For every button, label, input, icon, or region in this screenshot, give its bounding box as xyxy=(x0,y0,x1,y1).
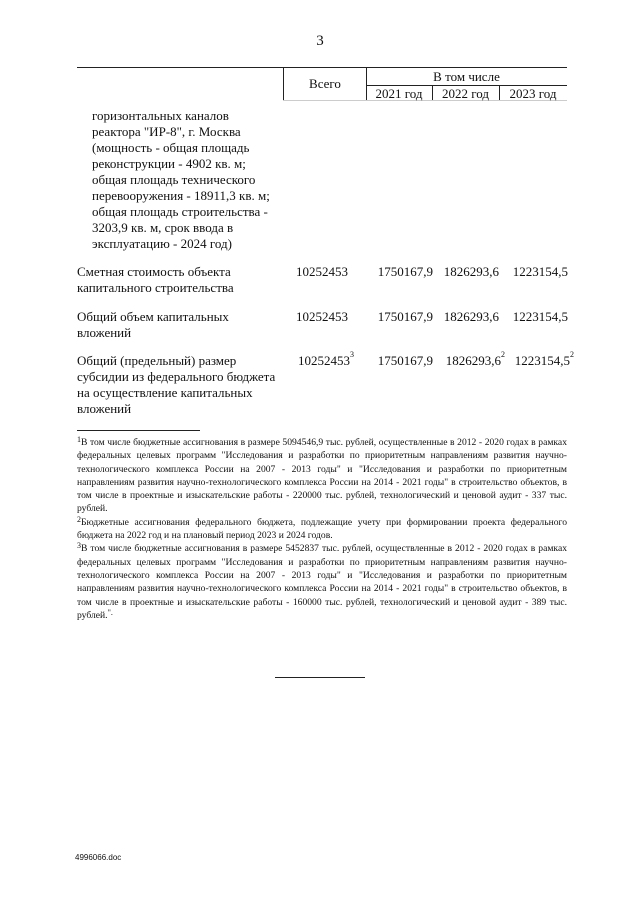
row-label xyxy=(77,309,229,341)
document-filename: 4996066.doc xyxy=(75,853,122,862)
text-line: субсидии из федерального бюджета xyxy=(77,369,276,384)
header-total: Всего xyxy=(309,76,341,91)
cell-2023: 1223154,5$^2$ xyxy=(514,350,574,368)
header-year-2023: 2023 год xyxy=(509,86,557,101)
text-line: реактора "ИР-8", г. Москва xyxy=(92,124,241,139)
text-line: Общий (предельный) размер xyxy=(77,353,237,368)
footnote-mark: 1 xyxy=(77,435,81,444)
cell-2021: 1750167,9 xyxy=(377,353,433,368)
text-line: на осуществление капитальных xyxy=(77,385,253,400)
text-line: Общий объем капитальных xyxy=(77,309,229,324)
footnote: $^2$Бюджетные ассигнования федерального бюджета, подлежащие учету при формировании проекта федерального бюджета на 2022 год и на плановый период 2023 и 2024 годов. xyxy=(77,514,567,542)
text-line: реконструкции - 4902 кв. м; xyxy=(92,156,246,171)
page-number: 3 xyxy=(316,33,324,49)
row-label xyxy=(77,353,275,417)
text-line: вложений xyxy=(77,325,132,340)
row-label xyxy=(77,264,234,296)
text-line: горизонтальных каналов xyxy=(92,108,229,123)
cell-2023: 1223154,5 xyxy=(512,309,568,324)
text-line: общая площадь строительства - xyxy=(92,204,268,219)
header-including: В том числе xyxy=(433,69,500,84)
end-rule xyxy=(275,677,365,678)
footnote-ref: 2 xyxy=(570,350,574,359)
header-year-2022: 2022 год xyxy=(442,86,489,101)
cell-total: 10252453$^3$ xyxy=(298,350,354,368)
footnote: $^3$В том числе бюджетные ассигнования в размере 5452837 тыс. рублей, осуществленные в 2012 - 2020 годах в рамках федеральных целевых программ "Исследования и разработки по приоритетным направлениям развития научно-технологического комплекса России на 2007 - 2013 годы" и "Исследования и разработки по приоритетным направлениям развития научно-технологического комплекса России на 2014 - 2021 годы" в строительство объектов, в том числе в проектные и изыскательские работы - 160000 тыс. рублей, технологический и ценовой аудит - 389 тыс. рублей.". xyxy=(77,541,567,621)
cell-total: 10252453 xyxy=(296,309,348,324)
footnotes xyxy=(77,436,567,622)
text-line: Сметная стоимость объекта xyxy=(77,264,231,279)
footnote-mark: 2 xyxy=(77,514,81,524)
text-line: капитального строительства xyxy=(77,280,234,295)
footnote-mark: 3 xyxy=(77,541,81,551)
text-line: вложений xyxy=(77,401,132,416)
footnote-ref: 3 xyxy=(350,350,354,359)
footnote-ref: 2 xyxy=(501,350,505,359)
cell-2022: 1826293,6 xyxy=(443,264,499,279)
text-line: общая площадь технического xyxy=(92,172,256,187)
footnote: $^1$В том числе бюджетные ассигнования в размере 5094546,9 тыс. рублей, осуществленные в 2012 - 2020 годах в рамках федеральных целевых программ "Исследования и разработки по приоритетным направлениям развития научно-технологического комплекса России на 2007 - 2013 годы" и "Исследования и разработки по приоритетным направлениям развития научно-технологического комплекса России на 2014 - 2021 годы" в строительство объектов, в том числе в проектные и изыскательские работы - 220000 тыс. рублей, технологический и ценовой аудит - 337 тыс. рублей. xyxy=(77,435,567,515)
cell-2021: 1750167,9 xyxy=(377,309,433,324)
footnote-separator xyxy=(77,430,200,431)
header-top-rule xyxy=(77,67,567,68)
text-line: эксплуатацию - 2024 год) xyxy=(92,236,232,251)
closing-quote: ". xyxy=(107,607,113,617)
cell-2021: 1750167,9 xyxy=(377,264,433,279)
cell-2023: 1223154,5 xyxy=(512,264,568,279)
text-line: перевооружения - 18911,3 кв. м; xyxy=(92,188,270,203)
object-description xyxy=(92,108,270,252)
cell-2022: 1826293,6$^2$ xyxy=(445,350,505,368)
header-year-2021: 2021 год xyxy=(375,86,423,101)
cell-2022: 1826293,6 xyxy=(443,309,499,324)
text-line: (мощность - общая площадь xyxy=(92,140,250,155)
text-line: 3203,9 кв. м, срок ввода в xyxy=(92,220,234,235)
cell-total: 10252453 xyxy=(296,264,348,279)
